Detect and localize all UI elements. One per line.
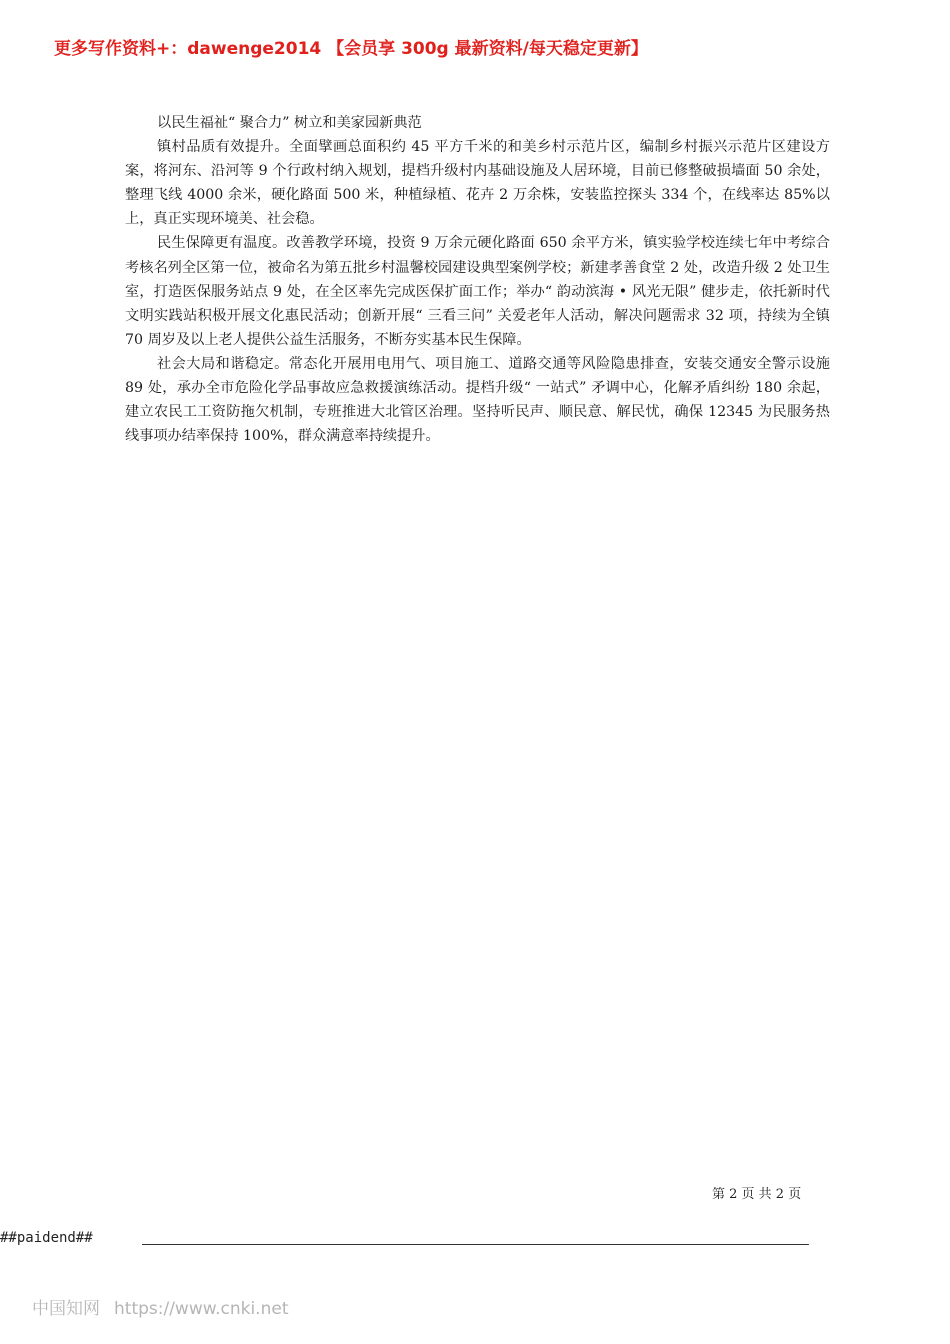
footer-divider bbox=[142, 1244, 809, 1245]
cnki-watermark bbox=[32, 1294, 288, 1319]
section-heading: 以民生福祉“ 聚合力” 树立和美家园新典范 bbox=[157, 115, 422, 131]
document-body bbox=[125, 111, 830, 448]
page-indicator: 第 2 页 共 2 页 bbox=[712, 1187, 802, 1202]
watermark-url: https://www.cnki.net bbox=[114, 1299, 289, 1319]
watermark-name: 中国知网 bbox=[32, 1299, 100, 1319]
promo-header: 更多写作资料+：dawenge2014 【会员享 300g 最新资料/每天稳定更新】 bbox=[54, 39, 648, 59]
paragraph-social-stability: 社会大局和谐稳定。常态化开展用电用气、项目施工、道路交通等风险隐患排查，安装交通安全警示设施 89 处，承办全市危险化学品事故应急救援演练活动。提档升级“ 一站式” 矛调中心，化解矛盾纠纷 180 余起，建立农民工工资防拖欠机制，专班推进大北管区治理。坚持听民声、顺民意、解民忧，确保 12345 为民服务热线事项办结率保持 100%，群众满意率持续提升。 bbox=[125, 355, 830, 445]
paragraph-village-quality: 镇村品质有效提升。全面擘画总面积约 45 平方千米的和美乡村示范片区，编制乡村振兴示范片区建设方案，将河东、沿河等 9 个行政村纳入规划，提档升级村内基础设施及人居环境，目前已修整破损墙面 50 余处，整理飞线 4000 余米，硬化路面 500 米，种植绿植、花卉 2 万余株，安装监控探头 334 个，在线率达 85%以上，真正实现环境美、社会稳。 bbox=[125, 139, 830, 228]
paragraph-livelihood: 民生保障更有温度。改善教学环境，投资 9 万余元硬化路面 650 余平方米，镇实验学校连续七年中考综合考核名列全区第一位，被命名为第五批乡村温馨校园建设典型案例学校；新建孝善食堂 2 处，改造升级 2 处卫生室，打造医保服务站点 9 处，在全区率先完成医保扩面工作；举办“ 韵动滨海 • 风光无限” 健步走，依托新时代文明实践站积极开展文化惠民活动；创新开展“ 三看三问” 关爱老年人活动，解决问题需求 32 项，持续为全镇 70 周岁及以上老人提供公益生活服务，不断夯实基本民生保障。 bbox=[125, 235, 830, 348]
paidend-marker: ##paidend## bbox=[0, 1230, 93, 1246]
